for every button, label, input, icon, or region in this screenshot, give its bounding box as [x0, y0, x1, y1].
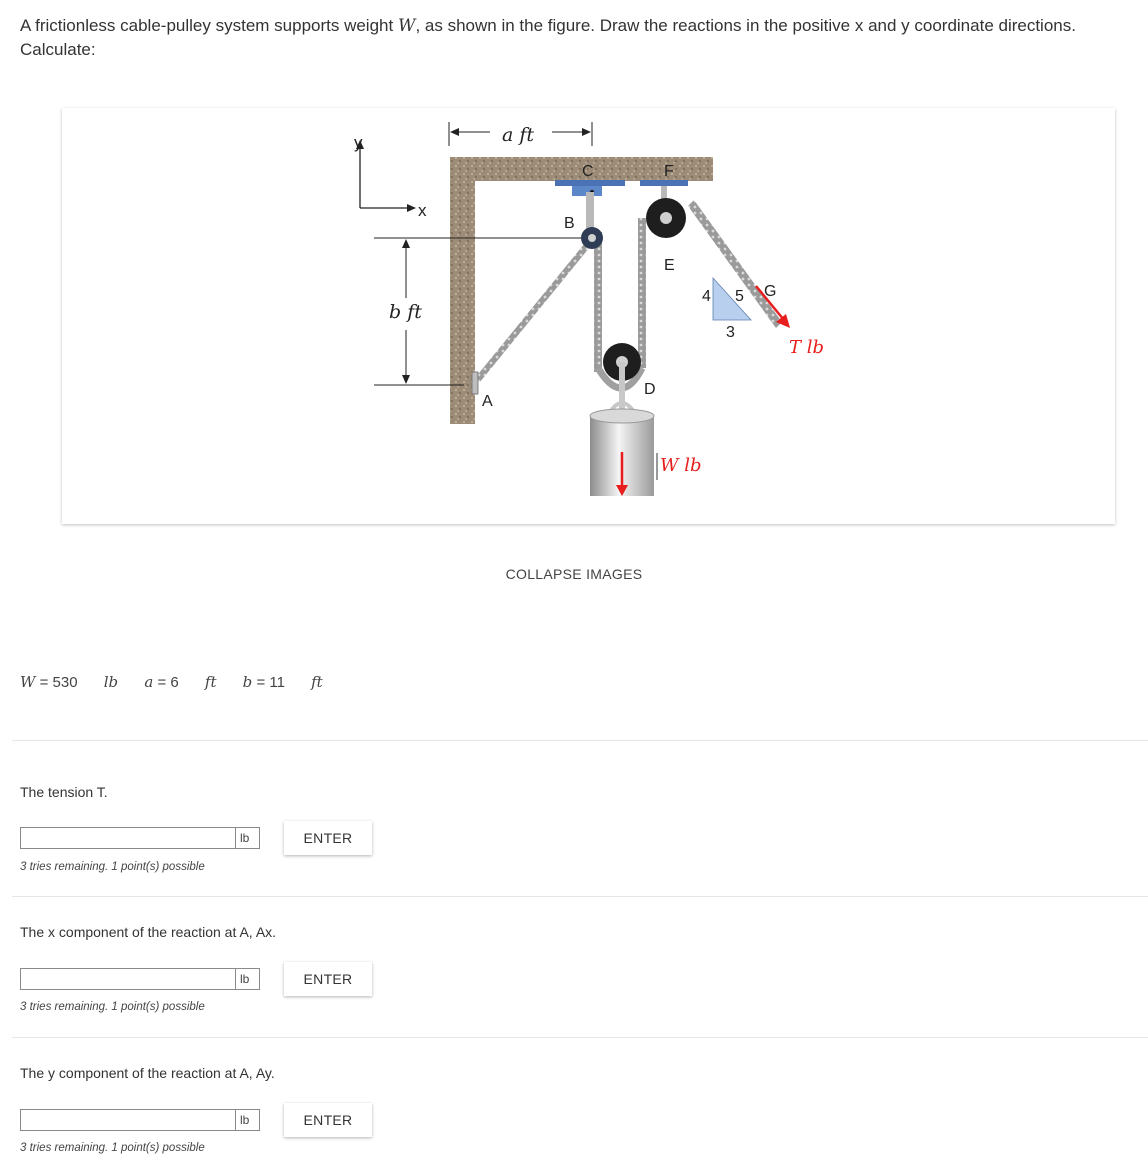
given-w-unit: lb: [103, 673, 119, 691]
given-a-symbol: a: [144, 673, 154, 691]
question-tension: [20, 784, 353, 873]
divider: [12, 896, 1148, 897]
answer-input[interactable]: [20, 968, 236, 990]
given-a: [144, 674, 216, 691]
question-label: The x component of the reaction at A, Ax.: [20, 924, 277, 940]
problem-variable: W: [397, 16, 416, 36]
coordinate-axes: [354, 133, 427, 220]
answer-input[interactable]: [20, 827, 236, 849]
given-w-symbol: W: [20, 673, 36, 691]
given-b: [243, 674, 323, 691]
divider: [12, 1037, 1148, 1038]
tension-label: T lb: [789, 337, 825, 358]
problem-text-before: A frictionless cable-pulley system supports weight: [20, 16, 394, 35]
slope-hyp: 5: [735, 288, 744, 305]
support-a: [472, 372, 478, 394]
answer-row: [20, 821, 372, 855]
slope-triangle: [702, 278, 751, 341]
tension-arrow: [756, 286, 824, 358]
dim-b-label: b ft: [389, 301, 422, 323]
dimension-b: [374, 238, 592, 385]
question-ax: [20, 924, 353, 1013]
collapse-images-button[interactable]: COLLAPSE IMAGES: [505, 566, 643, 582]
answer-row: [20, 962, 372, 996]
given-b-unit: ft: [311, 673, 323, 691]
unit-label: lb: [236, 1109, 260, 1131]
dimension-a: [449, 122, 592, 146]
tries-remaining: 3 tries remaining. 1 point(s) possible: [20, 1001, 205, 1013]
label-c: C: [582, 163, 594, 180]
enter-button[interactable]: ENTER: [284, 821, 372, 855]
divider: [12, 740, 1148, 741]
given-b-symbol: b: [242, 673, 253, 691]
enter-button[interactable]: ENTER: [284, 1103, 372, 1137]
answer-input[interactable]: [20, 1109, 236, 1131]
given-values: [20, 673, 345, 691]
label-f: F: [664, 163, 674, 180]
dim-a-label: a ft: [502, 124, 535, 146]
axis-y-label: y: [354, 133, 363, 152]
pulley-diagram: [62, 108, 1115, 524]
given-a-value: = 6: [157, 674, 179, 691]
enter-button[interactable]: ENTER: [284, 962, 372, 996]
given-b-value: = 11: [256, 674, 285, 691]
answer-row: [20, 1103, 372, 1137]
given-w: [20, 674, 118, 691]
given-w-value: = 530: [39, 674, 78, 691]
given-a-unit: ft: [204, 673, 217, 691]
question-label: The tension T.: [20, 784, 108, 800]
slope-run: 3: [726, 324, 735, 341]
label-a: A: [482, 393, 493, 410]
label-g: G: [764, 283, 777, 300]
wall: [450, 157, 475, 424]
tries-remaining: 3 tries remaining. 1 point(s) possible: [20, 1142, 205, 1154]
tries-remaining: 3 tries remaining. 1 point(s) possible: [20, 861, 205, 873]
label-b: B: [564, 215, 575, 232]
unit-label: lb: [236, 827, 260, 849]
question-label: The y component of the reaction at A, Ay.: [20, 1065, 275, 1081]
pulley-e: [646, 198, 686, 238]
label-e: E: [664, 257, 675, 274]
pulley-b: [581, 227, 603, 249]
problem-calculate: Calculate:: [20, 40, 96, 59]
figure-card: [62, 108, 1115, 524]
label-d: D: [644, 381, 656, 398]
axis-x-label: x: [418, 201, 427, 220]
unit-label: lb: [236, 968, 260, 990]
weight-label: W lb: [660, 455, 702, 476]
problem-statement: [20, 14, 1144, 62]
problem-text-after: , as shown in the figure. Draw the reactions in the positive x and y coordinate directions.: [415, 16, 1076, 35]
question-ay: [20, 1065, 353, 1154]
slope-rise: 4: [702, 288, 711, 305]
